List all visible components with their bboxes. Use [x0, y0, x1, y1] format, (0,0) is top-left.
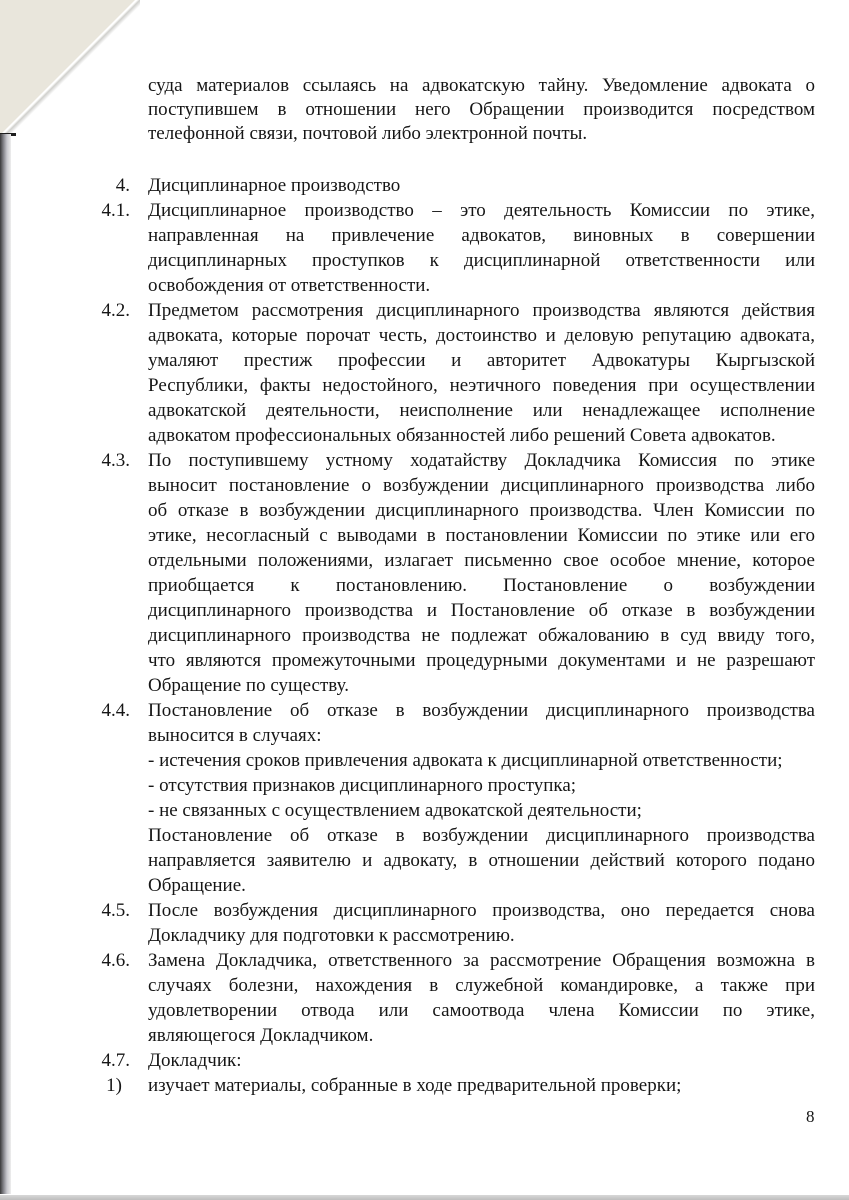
section-text-line: дисциплинарного производства не подлежат обжалованию в суд ввиду того,	[148, 625, 815, 646]
section-text-line: Докладчику для подготовки к рассмотрению.	[148, 925, 515, 946]
section-heading-line: Постановление об отказе в возбуждении дисциплинарного производства	[148, 700, 815, 721]
section-text-line: случаях болезни, нахождения в служебной командировке, а также при	[148, 975, 815, 996]
section-text-line: об отказе в возбуждении дисциплинарного производства. Член Комиссии по	[148, 500, 815, 521]
section-number: 4.	[115, 175, 130, 196]
intro-line: суда материалов ссылаясь на адвокатскую тайну. Уведомление адвоката о	[148, 75, 815, 96]
section-heading-line: Предметом рассмотрения дисциплинарного производства являются действия	[148, 300, 815, 321]
section-number: 4.1.	[101, 200, 130, 221]
section-text-line: освобождения от ответственности.	[148, 275, 431, 296]
section-number: 1)	[106, 1075, 122, 1096]
section-heading-line: Замена Докладчика, ответственного за рассмотрение Обращения возможна в	[148, 950, 815, 971]
scan-bottom-edge	[0, 1195, 849, 1200]
section-text-line: удовлетворении отвода или самоотвода члена Комиссии по этике,	[148, 1000, 815, 1021]
section-heading-line: Докладчик:	[148, 1050, 242, 1071]
section-number: 4.2.	[101, 300, 130, 321]
section-text-line: этике, несогласный с выводами в постановлении Комиссии по этике или его	[148, 525, 815, 546]
section-text-line: - отсутствия признаков дисциплинарного проступка;	[148, 775, 577, 796]
section-heading-line: Дисциплинарное производство	[148, 175, 401, 196]
intro-line: поступившем в отношении него Обращении производится посредством	[148, 99, 815, 120]
section-number: 4.3.	[101, 450, 130, 471]
folded-page-corner	[0, 0, 135, 135]
section-text-line: Обращение по существу.	[148, 675, 349, 696]
section-text-line: дисциплинарного производства и Постановление об отказе в возбуждении	[148, 600, 815, 621]
section-number: 4.5.	[101, 900, 130, 921]
scan-left-edge	[0, 134, 11, 1194]
section-text-line: - истечения сроков привлечения адвоката к дисциплинарной ответственности;	[148, 750, 783, 771]
section-text-line: Постановление об отказе в возбуждении дисциплинарного производства	[148, 825, 815, 846]
section-text-line: адвокатом профессиональных обязанностей либо решений Совета адвокатов.	[148, 425, 776, 446]
intro-line: телефонной связи, почтовой либо электронной почты.	[148, 123, 588, 144]
section-text-line: направленная на привлечение адвокатов, виновных в совершении	[148, 225, 815, 246]
section-heading-line: По поступившему устному ходатайству Докладчика Комиссия по этике	[148, 450, 815, 471]
section-heading-line: изучает материалы, собранные в ходе предварительной проверки;	[148, 1075, 682, 1096]
section-text-line: умаляют престиж профессии и авторитет Адвокатуры Кыргызской	[148, 350, 815, 371]
section-text-line: направляется заявителю и адвокату, в отношении действий которого подано	[148, 850, 815, 871]
section-text-line: адвоката, которые порочат честь, достоинство и деловую репутацию адвоката,	[148, 325, 815, 346]
section-heading-line: После возбуждения дисциплинарного производства, оно передается снова	[148, 900, 815, 921]
section-text-line: Обращение.	[148, 875, 246, 896]
section-text-line: выносит постановление о возбуждении дисциплинарного производства либо	[148, 475, 815, 496]
section-number: 4.6.	[101, 950, 130, 971]
section-text-line: отдельными положениями, излагает письменно свое особое мнение, которое	[148, 550, 815, 571]
section-text-line: выносится в случаях:	[148, 725, 322, 746]
section-text-line: что являются промежуточными процедурными документами и не разрешают	[148, 650, 815, 671]
page-number: 8	[806, 1107, 815, 1126]
section-text-line: дисциплинарных проступков к дисциплинарной ответственности или	[148, 250, 815, 271]
section-text-line: Республики, факты недостойного, неэтичного поведения при осуществлении	[148, 375, 815, 396]
section-text-line: адвокатской деятельности, неисполнение или ненадлежащее исполнение	[148, 400, 815, 421]
section-number: 4.4.	[101, 700, 130, 721]
section-text-line: - не связанных с осуществлением адвокатской деятельности;	[148, 800, 642, 821]
section-text-line: являющегося Докладчиком.	[148, 1025, 374, 1046]
section-heading-line: Дисциплинарное производство – это деятельность Комиссии по этике,	[148, 200, 815, 221]
section-text-line: приобщается к постановлению. Постановление о возбуждении	[148, 575, 815, 596]
section-number: 4.7.	[101, 1050, 130, 1071]
